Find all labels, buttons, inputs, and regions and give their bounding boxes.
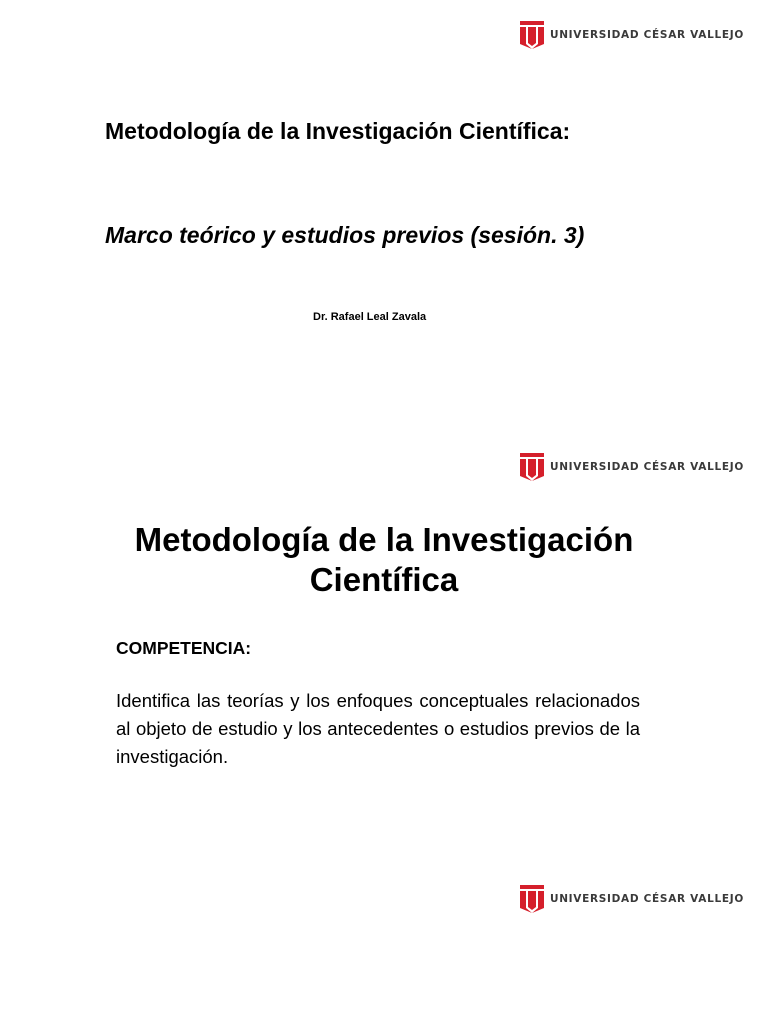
university-name: UNIVERSIDAD CÉSAR VALLEJO [549,893,744,905]
university-logo [519,884,744,914]
ucv-shield-icon [519,452,545,482]
slide-2 [0,432,768,852]
university-name: UNIVERSIDAD CÉSAR VALLEJO [549,29,744,41]
university-name: UNIVERSIDAD CÉSAR VALLEJO [549,461,744,473]
ucv-shield-icon [519,20,545,50]
university-logo [519,20,744,50]
competency-text: Identifica las teorías y los enfoques conceptuales relacionados al objeto de estudio y los antecedentes o estudios previos de la investigación. [116,690,640,767]
slide-title: Metodología de la Investigación Científica [134,521,634,598]
slide-3 [0,862,768,1024]
slide-title: Metodología de la Investigación Científica: [105,118,571,144]
section-heading: COMPETENCIA: [116,638,252,658]
university-logo [519,452,744,482]
slide-subtitle: Marco teórico y estudios previos (sesión. 3) [105,222,585,248]
author-name: Dr. Rafael Leal Zavala [313,311,427,323]
ucv-shield-icon [519,884,545,914]
slide-1 [0,0,768,420]
